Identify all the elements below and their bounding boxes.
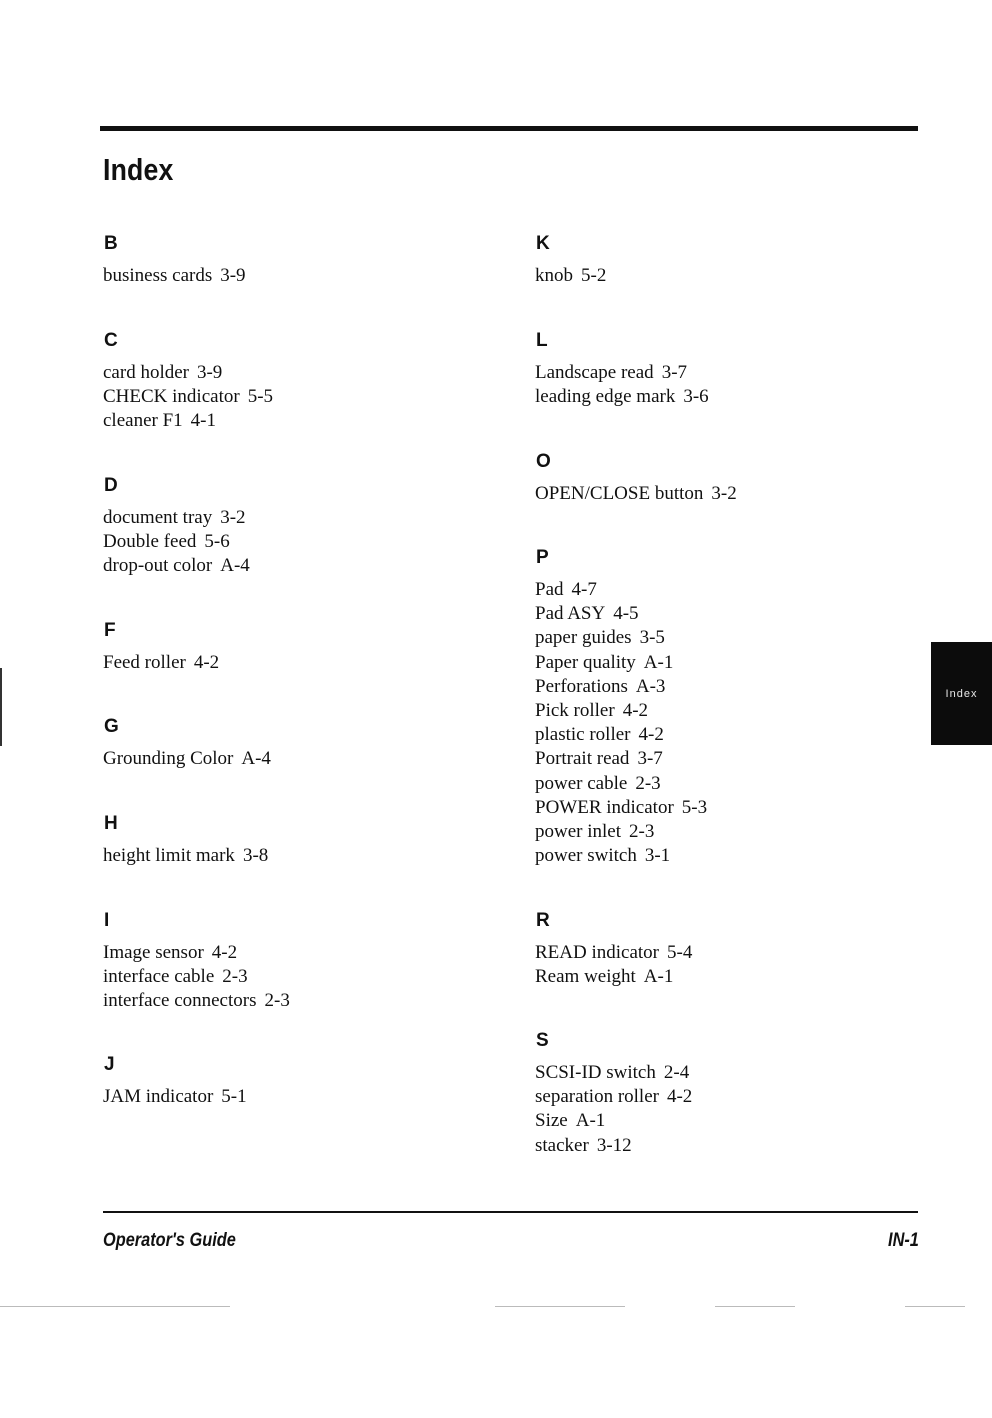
entry-term: business cards (103, 265, 213, 286)
entry-term: Paper quality (535, 651, 636, 673)
entry-page-ref: 4-2 (638, 724, 664, 746)
entry-term: Double feed (103, 531, 197, 553)
entry-term: height limit mark (103, 845, 235, 866)
index-entry[interactable] (535, 1085, 692, 1109)
entry-term: power inlet (535, 821, 622, 843)
entry-page-ref: A-4 (220, 555, 250, 577)
entry-term: Grounding Color (103, 748, 234, 769)
index-entry[interactable] (103, 385, 273, 409)
entry-page-ref: 2-3 (264, 990, 290, 1012)
index-section-b (103, 232, 246, 288)
scan-noise-line (0, 1306, 230, 1307)
entry-page-ref: 5-5 (247, 386, 274, 408)
index-entry[interactable] (535, 1134, 692, 1158)
index-entry[interactable] (535, 723, 707, 747)
index-entry[interactable] (103, 264, 246, 288)
index-entry[interactable] (535, 1061, 692, 1085)
entry-page-ref: 4-7 (571, 579, 597, 600)
index-entry[interactable] (535, 385, 709, 409)
index-entry[interactable] (103, 989, 290, 1013)
index-section-h (103, 812, 268, 868)
index-entry[interactable] (535, 796, 707, 820)
index-section-p (535, 546, 707, 868)
index-entry[interactable] (535, 578, 707, 602)
index-entry[interactable] (103, 844, 268, 868)
section-letter: O (536, 451, 551, 472)
entry-term: JAM indicator (103, 1086, 214, 1107)
index-section-r (535, 909, 692, 989)
index-entry[interactable] (535, 844, 707, 868)
footer-page-number: IN-1 (888, 1230, 919, 1251)
entry-page-ref: 4-2 (666, 1086, 693, 1108)
index-section-s (535, 1029, 692, 1158)
entry-page-ref: 2-3 (635, 772, 661, 794)
scan-noise-line (715, 1306, 795, 1307)
section-letter: C (104, 330, 118, 351)
entry-page-ref: 5-3 (681, 796, 708, 818)
section-letter: D (104, 475, 118, 496)
entry-term: Image sensor (103, 942, 204, 963)
index-entry[interactable] (103, 941, 290, 965)
entry-term: Size (535, 1110, 568, 1132)
section-letter: R (536, 910, 550, 931)
index-entry[interactable] (535, 699, 707, 723)
entry-page-ref: 3-1 (644, 845, 671, 867)
entry-term: power switch (535, 845, 637, 867)
index-section-l (535, 329, 709, 409)
entry-page-ref: A-1 (643, 651, 674, 673)
entry-term: drop-out color (103, 555, 213, 577)
entry-term: Pad ASY (535, 603, 606, 625)
entry-page-ref: 3-9 (220, 265, 246, 286)
side-tab-label: Index (945, 687, 978, 700)
index-entry[interactable] (535, 772, 707, 796)
entry-term: power cable (535, 772, 628, 794)
index-entry[interactable] (535, 675, 707, 699)
index-entry[interactable] (535, 1109, 692, 1133)
entry-page-ref: 4-1 (190, 410, 216, 432)
index-entry[interactable] (535, 482, 737, 506)
section-letter: B (104, 233, 118, 254)
entry-term: card holder (103, 362, 189, 383)
index-section-i (103, 909, 290, 1014)
entry-page-ref: 3-6 (683, 386, 709, 408)
entry-page-ref: 4-2 (622, 700, 649, 722)
entry-term: READ indicator (535, 942, 660, 963)
entry-term: CHECK indicator (103, 386, 240, 408)
entry-term: interface cable (103, 966, 215, 988)
scan-edge-mark (0, 668, 2, 746)
section-letter: L (536, 330, 548, 351)
entry-term: SCSI-ID switch (535, 1062, 656, 1083)
entry-term: interface connectors (103, 990, 257, 1012)
section-letter: K (536, 233, 550, 254)
entry-term: knob (535, 265, 573, 286)
index-entry[interactable] (103, 747, 271, 771)
entry-term: Perforations (535, 675, 628, 697)
entry-page-ref: 3-8 (242, 845, 269, 866)
entry-term: OPEN/CLOSE button (535, 483, 704, 504)
section-letter: G (104, 716, 119, 737)
entry-term: plastic roller (535, 724, 631, 746)
entry-page-ref: 3-5 (639, 627, 665, 649)
entry-page-ref: 5-1 (221, 1086, 247, 1107)
entry-page-ref: 3-9 (196, 362, 223, 383)
index-entry[interactable] (535, 747, 707, 771)
index-section-f (103, 619, 219, 675)
entry-page-ref: 2-3 (222, 966, 248, 988)
index-entry[interactable] (103, 506, 250, 530)
section-letter: P (536, 547, 549, 568)
entry-term: Feed roller (103, 652, 186, 673)
index-section-d (103, 474, 250, 579)
index-entry[interactable] (103, 965, 290, 989)
scan-noise-line (905, 1306, 965, 1307)
entry-page-ref: 3-2 (711, 483, 737, 504)
index-entry[interactable] (535, 626, 707, 650)
entry-term: Ream weight (535, 966, 636, 988)
index-entry[interactable] (535, 602, 707, 626)
entry-page-ref: 3-12 (596, 1134, 632, 1156)
entry-page-ref: 5-6 (204, 531, 230, 553)
index-entry[interactable] (535, 941, 692, 965)
entry-page-ref: 5-4 (667, 942, 693, 963)
entry-page-ref: 2-4 (663, 1062, 690, 1083)
entry-page-ref: 3-7 (661, 362, 688, 383)
entry-term: leading edge mark (535, 386, 676, 408)
entry-page-ref: 3-2 (220, 507, 246, 528)
section-letter: J (104, 1054, 115, 1075)
index-section-j (103, 1053, 247, 1109)
index-entry[interactable] (103, 530, 250, 554)
entry-term: document tray (103, 507, 213, 528)
entry-term: paper guides (535, 627, 632, 649)
index-section-g (103, 715, 271, 771)
entry-page-ref: 5-2 (581, 265, 607, 286)
scan-noise-line (495, 1306, 625, 1307)
entry-page-ref: A-1 (575, 1110, 606, 1132)
entry-page-ref: 3-7 (637, 748, 663, 770)
top-rule (100, 126, 918, 131)
entry-page-ref: A-1 (643, 966, 674, 988)
entry-term: Landscape read (535, 362, 654, 383)
index-section-k (535, 232, 606, 288)
index-entry[interactable] (535, 820, 707, 844)
index-section-c (103, 329, 273, 434)
entry-page-ref: A-4 (241, 748, 271, 769)
page-title: Index (103, 152, 174, 187)
entry-term: POWER indicator (535, 796, 674, 818)
index-entry[interactable] (535, 651, 707, 675)
index-entry[interactable] (103, 361, 273, 385)
entry-page-ref: 4-2 (193, 652, 220, 673)
bottom-rule (103, 1211, 918, 1213)
entry-term: Portrait read (535, 748, 630, 770)
index-side-tab[interactable] (931, 642, 992, 745)
footer-book-title: Operator's Guide (103, 1230, 236, 1251)
entry-term: cleaner F1 (103, 410, 183, 432)
entry-page-ref: 4-2 (211, 942, 238, 963)
entry-page-ref: 4-5 (613, 603, 639, 625)
entry-term: separation roller (535, 1086, 659, 1108)
entry-term: stacker (535, 1134, 589, 1156)
section-letter: H (104, 813, 118, 834)
index-entry[interactable] (103, 651, 219, 675)
index-entry[interactable] (535, 264, 606, 288)
section-letter: S (536, 1030, 549, 1051)
entry-term: Pad (535, 579, 564, 600)
entry-page-ref: A-3 (635, 675, 666, 697)
entry-term: Pick roller (535, 700, 615, 722)
index-section-o (535, 450, 737, 506)
index-entry[interactable] (103, 409, 273, 433)
index-entry[interactable] (103, 554, 250, 578)
index-entry[interactable] (535, 965, 692, 989)
entry-page-ref: 2-3 (629, 821, 655, 843)
section-letter: F (104, 620, 116, 641)
index-entry[interactable] (103, 1085, 247, 1109)
index-entry[interactable] (535, 361, 709, 385)
section-letter: I (104, 910, 110, 931)
